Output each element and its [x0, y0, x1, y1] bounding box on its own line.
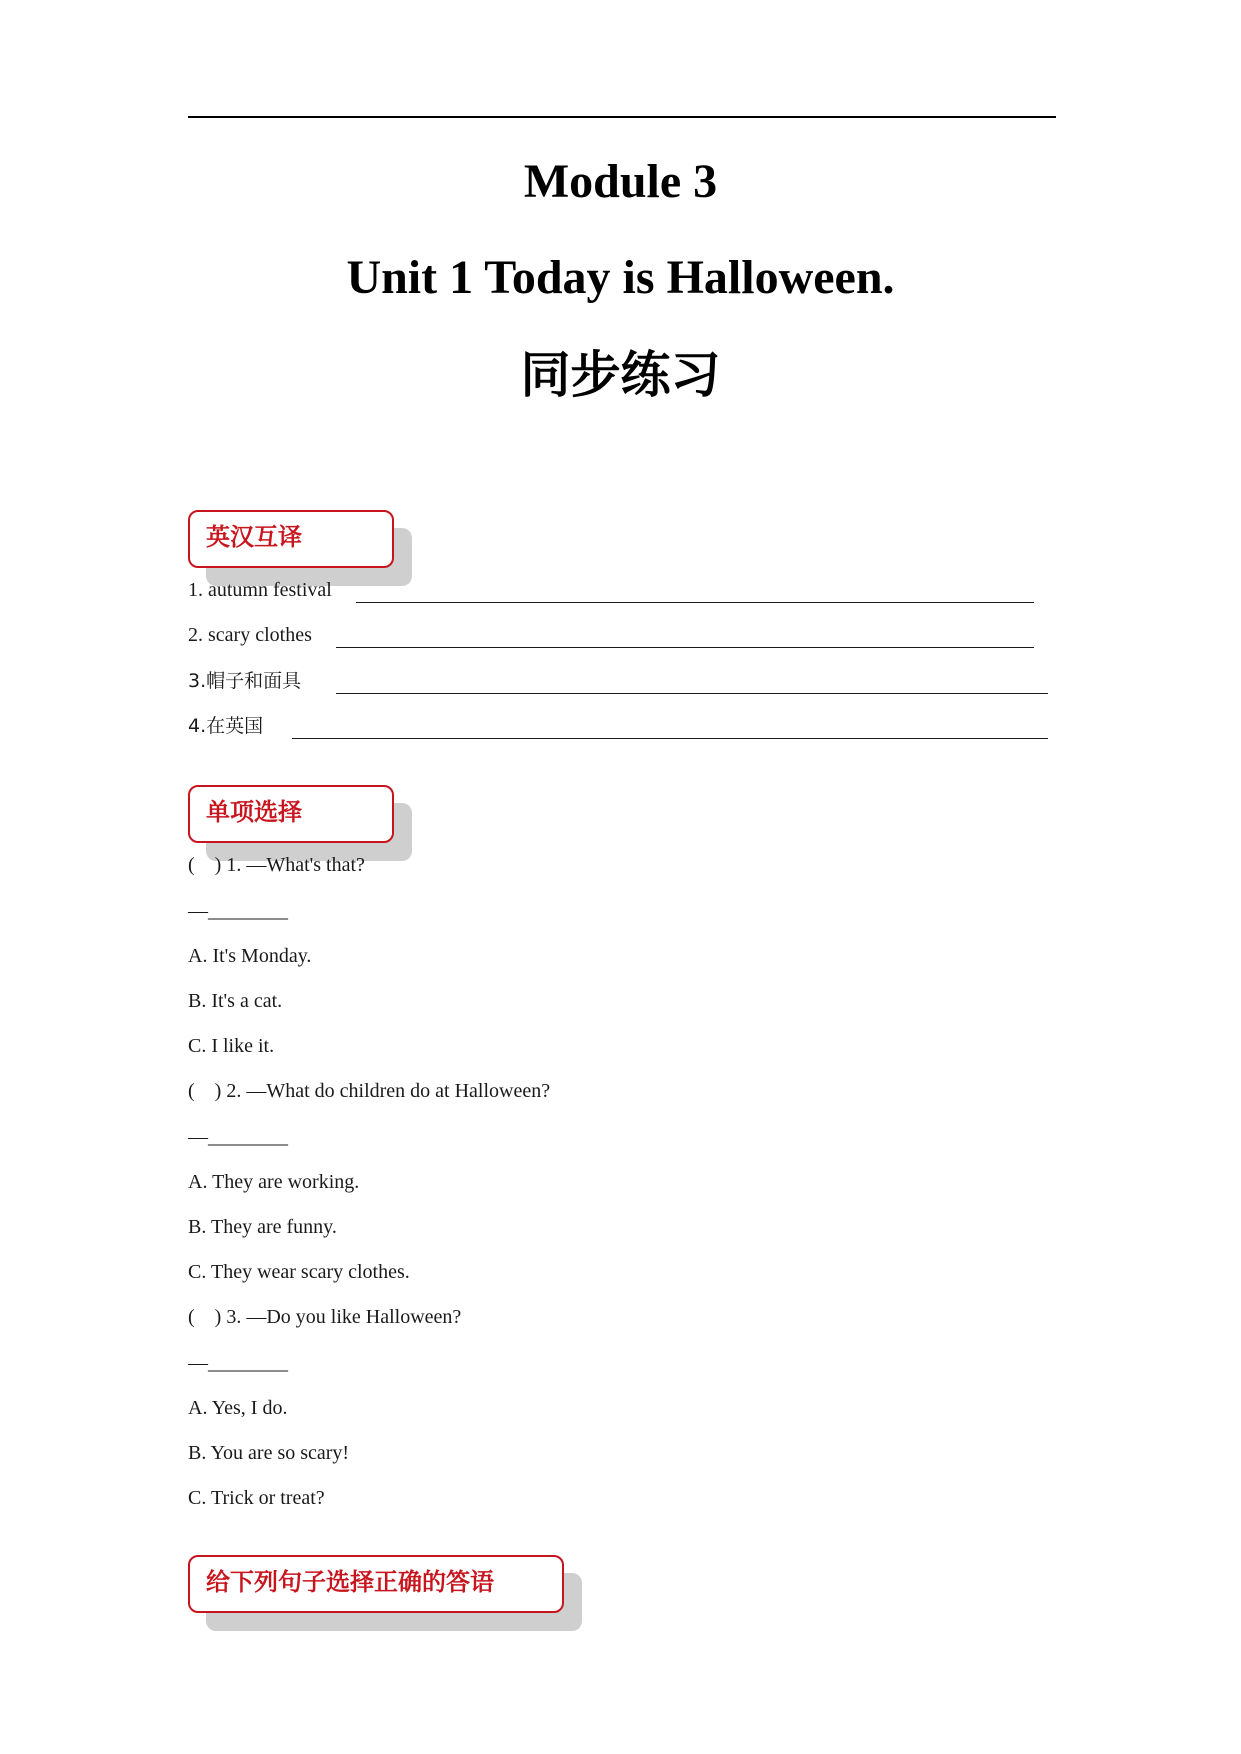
question-stem: ( ) 3. —Do you like Halloween?	[188, 1306, 462, 1328]
answer-blank[interactable]	[292, 738, 1048, 739]
option: B. It's a cat.	[188, 990, 283, 1012]
option: A. They are working.	[188, 1171, 360, 1193]
option: A. It's Monday.	[188, 945, 312, 967]
translation-item: 3.帽子和面具	[188, 670, 302, 692]
option: C. I like it.	[188, 1035, 275, 1057]
section-heading-label: 单项选择	[206, 798, 302, 826]
title-subtitle: 同步练习	[520, 346, 721, 404]
answer-blank[interactable]	[356, 602, 1034, 603]
question-stem: ( ) 2. —What do children do at Halloween?	[188, 1080, 551, 1102]
answer-blank[interactable]	[336, 693, 1048, 694]
header-rule	[188, 116, 1056, 118]
title-module: Module 3	[523, 155, 718, 208]
option: B. You are so scary!	[188, 1442, 350, 1464]
title-unit: Unit 1 Today is Halloween.	[346, 251, 895, 304]
answer-line: —________	[188, 1352, 288, 1374]
section-heading-label: 英汉互译	[206, 523, 302, 551]
translation-item: 1. autumn festival	[188, 579, 332, 601]
question-stem: ( ) 1. —What's that?	[188, 854, 365, 876]
option: C. They wear scary clothes.	[188, 1261, 410, 1283]
option: A. Yes, I do.	[188, 1397, 288, 1419]
answer-blank[interactable]	[336, 647, 1034, 648]
section-heading-label: 给下列句子选择正确的答语	[206, 1568, 494, 1596]
answer-line: —________	[188, 1126, 288, 1148]
option: C. Trick or treat?	[188, 1487, 325, 1509]
translation-item: 2. scary clothes	[188, 624, 312, 646]
option: B. They are funny.	[188, 1216, 337, 1238]
answer-line: —________	[188, 900, 288, 922]
translation-item: 4.在英国	[188, 715, 264, 737]
